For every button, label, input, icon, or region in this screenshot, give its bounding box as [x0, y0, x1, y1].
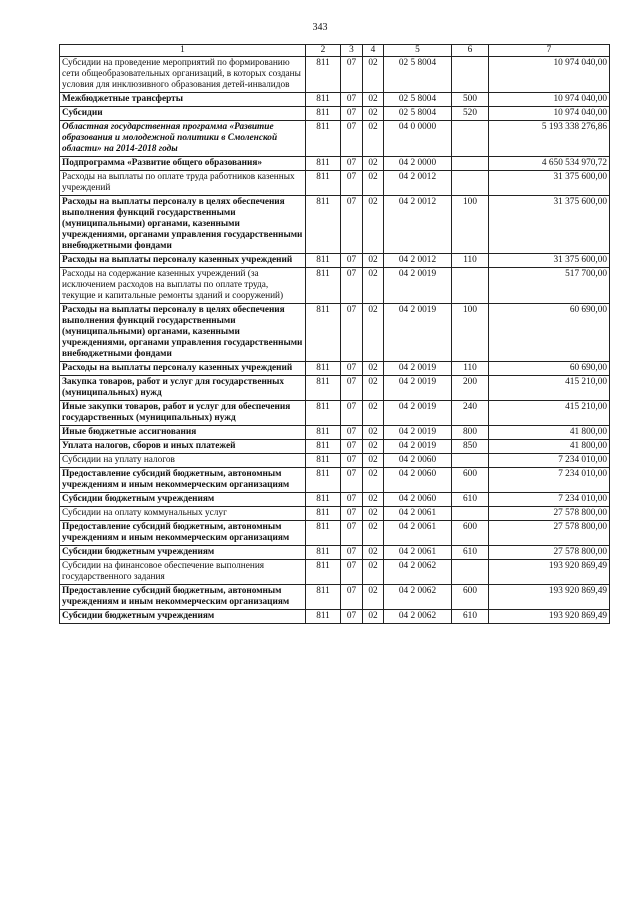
cell-target-article: 04 2 0019	[384, 376, 452, 401]
cell-expense-type: 800	[452, 426, 489, 440]
cell-amount: 31 375 600,00	[489, 171, 610, 196]
table-row	[60, 493, 610, 507]
cell-ministry-code: 811	[306, 304, 341, 362]
cell-expense-type: 110	[452, 254, 489, 268]
cell-amount: 10 974 040,00	[489, 107, 610, 121]
cell-section: 07	[341, 254, 363, 268]
cell-subsection: 02	[363, 57, 384, 93]
cell-target-article: 04 2 0000	[384, 157, 452, 171]
cell-ministry-code: 811	[306, 454, 341, 468]
row-name: Областная государственная программа «Развитие образования и молодежной политики в Смоленской области» на 2014-2018 годы	[60, 121, 306, 157]
cell-target-article: 04 2 0019	[384, 362, 452, 376]
cell-target-article: 04 2 0012	[384, 254, 452, 268]
cell-target-article: 04 2 0062	[384, 560, 452, 585]
cell-expense-type	[452, 121, 489, 157]
table-row	[60, 440, 610, 454]
row-name: Иные закупки товаров, работ и услуг для обеспечения государственных (муниципальных) нужд	[60, 401, 306, 426]
row-name: Предоставление субсидий бюджетным, автономным учреждениям и иным некоммерческим организациям	[60, 521, 306, 546]
cell-target-article: 02 5 8004	[384, 57, 452, 93]
cell-ministry-code: 811	[306, 121, 341, 157]
column-header: 4	[363, 45, 384, 57]
budget-table	[59, 44, 610, 624]
cell-expense-type: 110	[452, 362, 489, 376]
table-row	[60, 521, 610, 546]
cell-amount: 41 800,00	[489, 426, 610, 440]
row-name: Расходы на выплаты персоналу в целях обеспечения выполнения функций государственными (муниципальными) органами, казенными учреждениями, органами управления государственными внебюджетными фондами	[60, 196, 306, 254]
cell-section: 07	[341, 376, 363, 401]
cell-ministry-code: 811	[306, 401, 341, 426]
cell-subsection: 02	[363, 468, 384, 493]
row-name: Предоставление субсидий бюджетным, автономным учреждениям и иным некоммерческим организациям	[60, 468, 306, 493]
cell-expense-type	[452, 171, 489, 196]
cell-amount: 193 920 869,49	[489, 585, 610, 610]
cell-subsection: 02	[363, 171, 384, 196]
table-row	[60, 362, 610, 376]
cell-expense-type	[452, 268, 489, 304]
cell-section: 07	[341, 454, 363, 468]
cell-target-article: 04 0 0000	[384, 121, 452, 157]
cell-section: 07	[341, 268, 363, 304]
cell-target-article: 04 2 0012	[384, 171, 452, 196]
column-header: 7	[489, 45, 610, 57]
cell-amount: 193 920 869,49	[489, 610, 610, 624]
cell-ministry-code: 811	[306, 468, 341, 493]
cell-ministry-code: 811	[306, 157, 341, 171]
row-name: Предоставление субсидий бюджетным, автономным учреждениям и иным некоммерческим организациям	[60, 585, 306, 610]
row-name: Расходы на содержание казенных учреждений (за исключением расходов на выплаты по оплате труда, текущие и капитальные ремонты зданий и сооружений)	[60, 268, 306, 304]
row-name: Субсидии на уплату налогов	[60, 454, 306, 468]
cell-amount: 193 920 869,49	[489, 560, 610, 585]
cell-subsection: 02	[363, 585, 384, 610]
cell-target-article: 04 2 0019	[384, 426, 452, 440]
cell-amount: 27 578 800,00	[489, 507, 610, 521]
cell-target-article: 04 2 0062	[384, 585, 452, 610]
cell-expense-type: 100	[452, 196, 489, 254]
cell-expense-type	[452, 57, 489, 93]
cell-section: 07	[341, 196, 363, 254]
cell-section: 07	[341, 507, 363, 521]
cell-expense-type: 850	[452, 440, 489, 454]
cell-target-article: 04 2 0019	[384, 401, 452, 426]
cell-section: 07	[341, 157, 363, 171]
cell-ministry-code: 811	[306, 376, 341, 401]
cell-subsection: 02	[363, 196, 384, 254]
cell-amount: 7 234 010,00	[489, 493, 610, 507]
row-name: Расходы на выплаты персоналу казенных учреждений	[60, 362, 306, 376]
cell-section: 07	[341, 560, 363, 585]
cell-section: 07	[341, 610, 363, 624]
cell-subsection: 02	[363, 268, 384, 304]
cell-ministry-code: 811	[306, 426, 341, 440]
cell-ministry-code: 811	[306, 171, 341, 196]
table-row	[60, 585, 610, 610]
cell-subsection: 02	[363, 454, 384, 468]
table-row	[60, 157, 610, 171]
cell-ministry-code: 811	[306, 196, 341, 254]
cell-subsection: 02	[363, 157, 384, 171]
cell-target-article: 04 2 0061	[384, 521, 452, 546]
cell-ministry-code: 811	[306, 507, 341, 521]
cell-ministry-code: 811	[306, 493, 341, 507]
cell-expense-type: 500	[452, 93, 489, 107]
cell-expense-type: 100	[452, 304, 489, 362]
cell-ministry-code: 811	[306, 610, 341, 624]
cell-amount: 41 800,00	[489, 440, 610, 454]
row-name: Расходы на выплаты персоналу в целях обеспечения выполнения функций государственными (муниципальными) органами, казенными учреждениями, органами управления государственными внебюджетными фондами	[60, 304, 306, 362]
cell-ministry-code: 811	[306, 362, 341, 376]
cell-ministry-code: 811	[306, 57, 341, 93]
row-name: Уплата налогов, сборов и иных платежей	[60, 440, 306, 454]
cell-subsection: 02	[363, 546, 384, 560]
cell-target-article: 04 2 0062	[384, 610, 452, 624]
cell-section: 07	[341, 121, 363, 157]
cell-target-article: 02 5 8004	[384, 93, 452, 107]
cell-section: 07	[341, 401, 363, 426]
column-header: 1	[60, 45, 306, 57]
table-row	[60, 171, 610, 196]
table-row	[60, 507, 610, 521]
cell-expense-type	[452, 507, 489, 521]
table-row	[60, 304, 610, 362]
cell-amount: 31 375 600,00	[489, 254, 610, 268]
cell-subsection: 02	[363, 426, 384, 440]
cell-amount: 27 578 800,00	[489, 546, 610, 560]
cell-target-article: 02 5 8004	[384, 107, 452, 121]
cell-ministry-code: 811	[306, 440, 341, 454]
table-row	[60, 376, 610, 401]
cell-ministry-code: 811	[306, 254, 341, 268]
row-name: Субсидии на оплату коммунальных услуг	[60, 507, 306, 521]
cell-amount: 31 375 600,00	[489, 196, 610, 254]
cell-subsection: 02	[363, 107, 384, 121]
cell-expense-type: 610	[452, 493, 489, 507]
table-row	[60, 268, 610, 304]
cell-expense-type	[452, 560, 489, 585]
cell-section: 07	[341, 546, 363, 560]
cell-ministry-code: 811	[306, 268, 341, 304]
cell-ministry-code: 811	[306, 546, 341, 560]
cell-amount: 60 690,00	[489, 362, 610, 376]
cell-target-article: 04 2 0060	[384, 468, 452, 493]
table-row	[60, 254, 610, 268]
cell-expense-type: 600	[452, 585, 489, 610]
cell-ministry-code: 811	[306, 560, 341, 585]
cell-amount: 517 700,00	[489, 268, 610, 304]
cell-expense-type	[452, 157, 489, 171]
table-row	[60, 121, 610, 157]
cell-amount: 60 690,00	[489, 304, 610, 362]
cell-section: 07	[341, 521, 363, 546]
row-name: Субсидии бюджетным учреждениям	[60, 493, 306, 507]
cell-target-article: 04 2 0060	[384, 493, 452, 507]
cell-expense-type: 610	[452, 546, 489, 560]
cell-section: 07	[341, 107, 363, 121]
column-header: 3	[341, 45, 363, 57]
cell-expense-type: 600	[452, 468, 489, 493]
cell-amount: 10 974 040,00	[489, 57, 610, 93]
cell-section: 07	[341, 362, 363, 376]
row-name: Расходы на выплаты по оплате труда работников казенных учреждений	[60, 171, 306, 196]
row-name: Субсидии на проведение мероприятий по формированию сети общеобразовательных организаций, в которых созданы условия для инклюзивного образования детей-инвалидов	[60, 57, 306, 93]
cell-expense-type: 610	[452, 610, 489, 624]
column-header: 5	[384, 45, 452, 57]
cell-subsection: 02	[363, 440, 384, 454]
table-row	[60, 610, 610, 624]
table-row	[60, 196, 610, 254]
table-row	[60, 468, 610, 493]
cell-subsection: 02	[363, 401, 384, 426]
row-name: Расходы на выплаты персоналу казенных учреждений	[60, 254, 306, 268]
cell-expense-type: 240	[452, 401, 489, 426]
cell-ministry-code: 811	[306, 521, 341, 546]
cell-section: 07	[341, 57, 363, 93]
cell-amount: 4 650 534 970,72	[489, 157, 610, 171]
row-name: Субсидии бюджетным учреждениям	[60, 610, 306, 624]
table-row	[60, 454, 610, 468]
cell-expense-type: 600	[452, 521, 489, 546]
cell-subsection: 02	[363, 93, 384, 107]
table-row	[60, 93, 610, 107]
cell-subsection: 02	[363, 376, 384, 401]
cell-section: 07	[341, 585, 363, 610]
cell-target-article: 04 2 0019	[384, 440, 452, 454]
table-row	[60, 401, 610, 426]
cell-expense-type: 200	[452, 376, 489, 401]
cell-subsection: 02	[363, 254, 384, 268]
row-name: Подпрограмма «Развитие общего образования»	[60, 157, 306, 171]
cell-section: 07	[341, 171, 363, 196]
cell-subsection: 02	[363, 304, 384, 362]
table-row	[60, 426, 610, 440]
cell-expense-type: 520	[452, 107, 489, 121]
cell-target-article: 04 2 0061	[384, 546, 452, 560]
row-name: Субсидии на финансовое обеспечение выполнения государственного задания	[60, 560, 306, 585]
cell-amount: 7 234 010,00	[489, 454, 610, 468]
cell-section: 07	[341, 93, 363, 107]
cell-section: 07	[341, 426, 363, 440]
cell-ministry-code: 811	[306, 93, 341, 107]
cell-target-article: 04 2 0012	[384, 196, 452, 254]
cell-amount: 415 210,00	[489, 376, 610, 401]
header-row	[60, 45, 610, 57]
table-row	[60, 107, 610, 121]
cell-ministry-code: 811	[306, 107, 341, 121]
cell-target-article: 04 2 0019	[384, 304, 452, 362]
column-header: 6	[452, 45, 489, 57]
row-name: Межбюджетные трансферты	[60, 93, 306, 107]
cell-expense-type	[452, 454, 489, 468]
cell-subsection: 02	[363, 560, 384, 585]
cell-amount: 415 210,00	[489, 401, 610, 426]
cell-subsection: 02	[363, 493, 384, 507]
row-name: Иные бюджетные ассигнования	[60, 426, 306, 440]
cell-section: 07	[341, 304, 363, 362]
row-name: Закупка товаров, работ и услуг для государственных (муниципальных) нужд	[60, 376, 306, 401]
row-name: Субсидии	[60, 107, 306, 121]
cell-target-article: 04 2 0061	[384, 507, 452, 521]
column-header: 2	[306, 45, 341, 57]
cell-subsection: 02	[363, 362, 384, 376]
cell-section: 07	[341, 440, 363, 454]
cell-subsection: 02	[363, 507, 384, 521]
cell-ministry-code: 811	[306, 585, 341, 610]
page-number: 343	[312, 22, 328, 33]
cell-subsection: 02	[363, 521, 384, 546]
table-row	[60, 546, 610, 560]
row-name: Субсидии бюджетным учреждениям	[60, 546, 306, 560]
cell-amount: 27 578 800,00	[489, 521, 610, 546]
cell-amount: 7 234 010,00	[489, 468, 610, 493]
cell-section: 07	[341, 493, 363, 507]
cell-section: 07	[341, 468, 363, 493]
cell-amount: 5 193 338 276,86	[489, 121, 610, 157]
cell-amount: 10 974 040,00	[489, 93, 610, 107]
cell-subsection: 02	[363, 121, 384, 157]
cell-target-article: 04 2 0019	[384, 268, 452, 304]
table-row	[60, 560, 610, 585]
cell-subsection: 02	[363, 610, 384, 624]
cell-target-article: 04 2 0060	[384, 454, 452, 468]
table-row	[60, 57, 610, 93]
